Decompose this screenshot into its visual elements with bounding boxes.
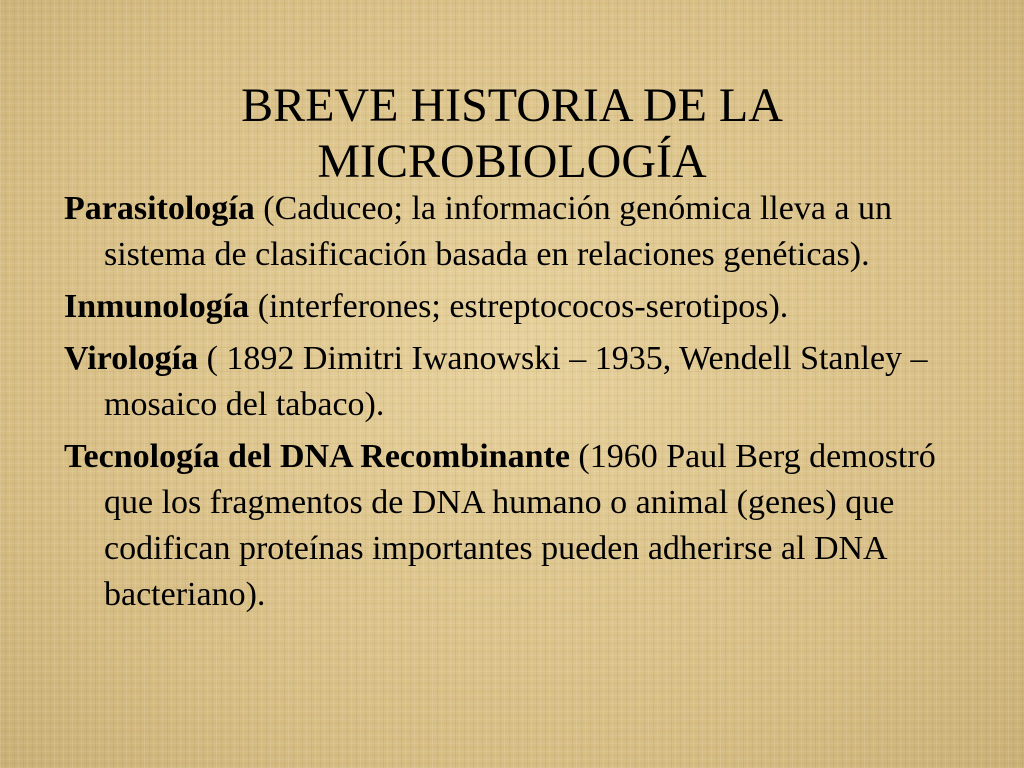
- term-virologia: Virología: [64, 340, 199, 377]
- text-parasitologia: (Caduceo; la información genómica lleva a un sistema de clasificación basada en relaciones genéticas).: [104, 190, 893, 273]
- paragraph-parasitologia: [64, 186, 964, 278]
- paragraph-virologia: [64, 336, 964, 428]
- slide-body: [64, 186, 964, 624]
- slide-title: [0, 78, 1024, 190]
- slide-title-line-2: MICROBIOLOGÍA: [317, 135, 707, 188]
- term-parasitologia: Parasitología: [64, 190, 255, 227]
- text-virologia: ( 1892 Dimitri Iwanowski – 1935, Wendell Stanley – mosaico del tabaco).: [104, 340, 928, 423]
- slide-title-line-1: BREVE HISTORIA DE LA: [241, 79, 783, 132]
- term-dna-recombinante: Tecnología del DNA Recombinante: [64, 438, 570, 475]
- paragraph-inmunologia: [64, 284, 964, 330]
- text-inmunologia: (interferones; estreptococos-serotipos).: [249, 288, 789, 325]
- term-inmunologia: Inmunología: [64, 288, 250, 325]
- paragraph-dna-recombinante: [64, 434, 964, 618]
- text-dna-recombinante: (1960 Paul Berg demostró que los fragmentos de DNA humano o animal (genes) que codifican proteínas importantes pueden adherirse al DNA bacteriano).: [104, 438, 936, 613]
